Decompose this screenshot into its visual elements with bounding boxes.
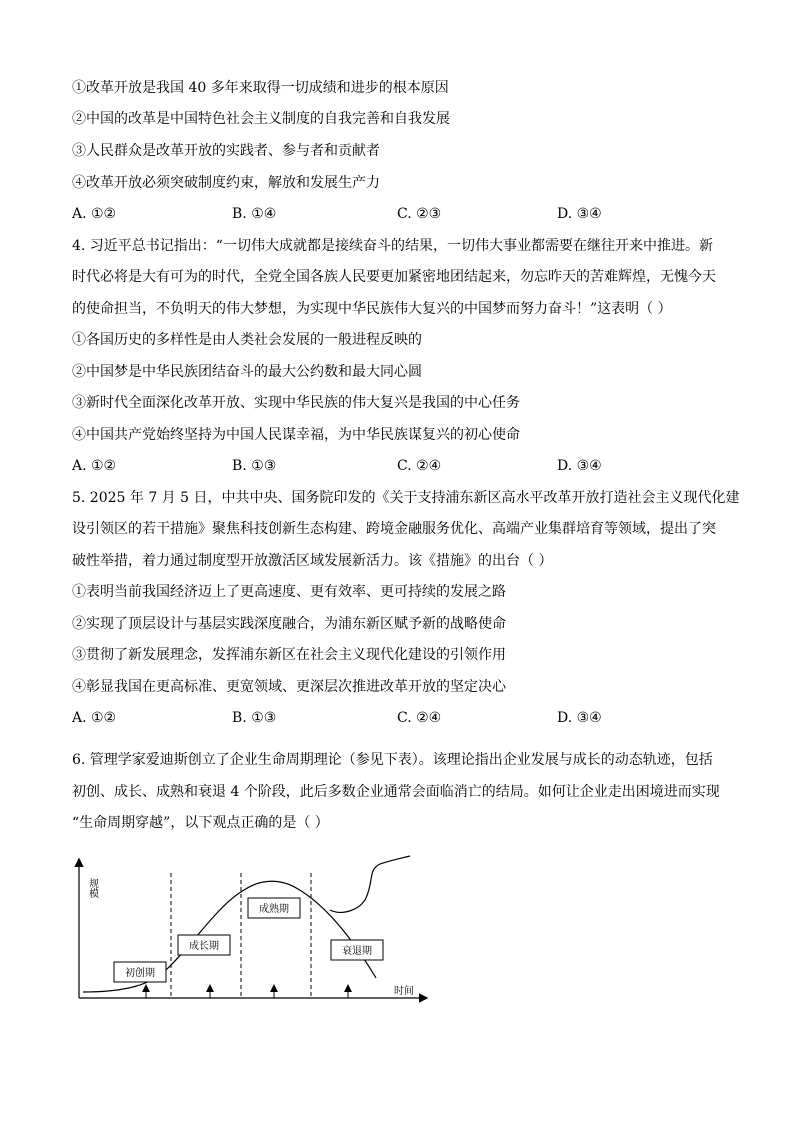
q3-option-a: A. ①② (72, 206, 117, 222)
q5-stem-line-1: 5. 2025 年 7 月 5 日，中共中央、国务院印发的《关于支持浦东新区高水平改革开放打造社会主义现代化建 (72, 490, 740, 506)
q5-item-2: ②实现了顶层设计与基层实践深度融合，为浦东新区赋予新的战略使命 (72, 616, 506, 632)
stage-label-maturity: 成熟期 (259, 904, 289, 915)
q3-item-1: ①改革开放是我国 40 多年来取得一切成绩和进步的根本原因 (72, 80, 449, 96)
q5-option-a: A. ①② (72, 710, 117, 726)
q5-stem-line-2: 设引领区的若干措施》聚焦科技创新生态构建、跨境金融服务优化、高端产业集群培育等领域，提出了突 (72, 521, 716, 537)
q3-option-b: B. ①④ (232, 206, 277, 222)
q5-option-c: C. ②④ (397, 710, 442, 726)
stage-label-startup: 初创期 (125, 968, 155, 979)
q5-item-1: ①表明当前我国经济迈上了更高速度、更有效率、更可持续的发展之路 (72, 584, 506, 600)
q6-stem-line-1: 6. 管理学家爱迪斯创立了企业生命周期理论（参见下表）。该理论指出企业发展与成长的动态轨迹，包括 (72, 752, 713, 768)
q4-option-b: B. ①③ (232, 458, 277, 474)
q4-option-a: A. ①② (72, 458, 117, 474)
q5-item-3: ③贯彻了新发展理念，发挥浦东新区在社会主义现代化建设的引领作用 (72, 647, 506, 663)
q5-stem-line-3: 破性举措，着力通过制度型开放激活区域发展新活力。该《措施》的出台（ ） (72, 553, 553, 569)
q3-item-4: ④改革开放必须突破制度约束，解放和发展生产力 (72, 175, 380, 191)
q4-item-1: ①各国历史的多样性是由人类社会发展的一般进程反映的 (72, 332, 422, 348)
q6-stem-line-3: “生命周期穿越”，以下观点正确的是（ ） (72, 815, 329, 831)
q4-item-3: ③新时代全面深化改革开放、实现中华民族的伟大复兴是我国的中心任务 (72, 395, 520, 411)
q4-stem-line-1: 4. 习近平总书记指出：“一切伟大成就都是接续奋斗的结果，一切伟大事业都需要在继往开来中推进。新 (72, 238, 713, 254)
q4-item-2: ②中国梦是中华民族团结奋斗的最大公约数和最大同心圆 (72, 364, 422, 380)
q3-option-d: D. ③④ (557, 206, 602, 222)
q3-item-3: ③人民群众是改革开放的实践者、参与者和贡献者 (72, 143, 380, 159)
q6-stem-line-2: 初创、成长、成熟和衰退 4 个阶段，此后多数企业通常会面临消亡的结局。如何让企业走出困境进而实现 (72, 784, 720, 800)
q3-option-c: C. ②③ (397, 206, 442, 222)
x-axis-label: 时间 (394, 986, 414, 997)
q5-option-d: D. ③④ (557, 710, 602, 726)
q4-option-d: D. ③④ (557, 458, 602, 474)
renewal-curve (330, 856, 410, 912)
q4-item-4: ④中国共产党始终坚持为中国人民谋幸福，为中华民族谋复兴的初心使命 (72, 427, 520, 443)
stage-label-growth: 成长期 (189, 941, 219, 952)
q3-item-2: ②中国的改革是中国特色社会主义制度的自我完善和自我发展 (72, 111, 450, 127)
q4-stem-line-2: 时代必将是大有可为的时代，全党全国各族人民要更加紧密地团结起来，勿忘昨天的苦难辉煌，无愧今天 (72, 269, 716, 285)
q5-option-b: B. ①③ (232, 710, 277, 726)
q4-stem-line-3: 的使命担当，不负明天的伟大梦想，为实现中华民族伟大复兴的中国梦而努力奋斗！”这表明（ ） (72, 301, 672, 317)
stage-label-decline: 衰退期 (342, 946, 372, 957)
y-axis-label: 规模 (86, 878, 98, 898)
q4-option-c: C. ②④ (397, 458, 442, 474)
q5-item-4: ④彰显我国在更高标准、更宽领域、更深层次推进改革开放的坚定决心 (72, 679, 506, 695)
